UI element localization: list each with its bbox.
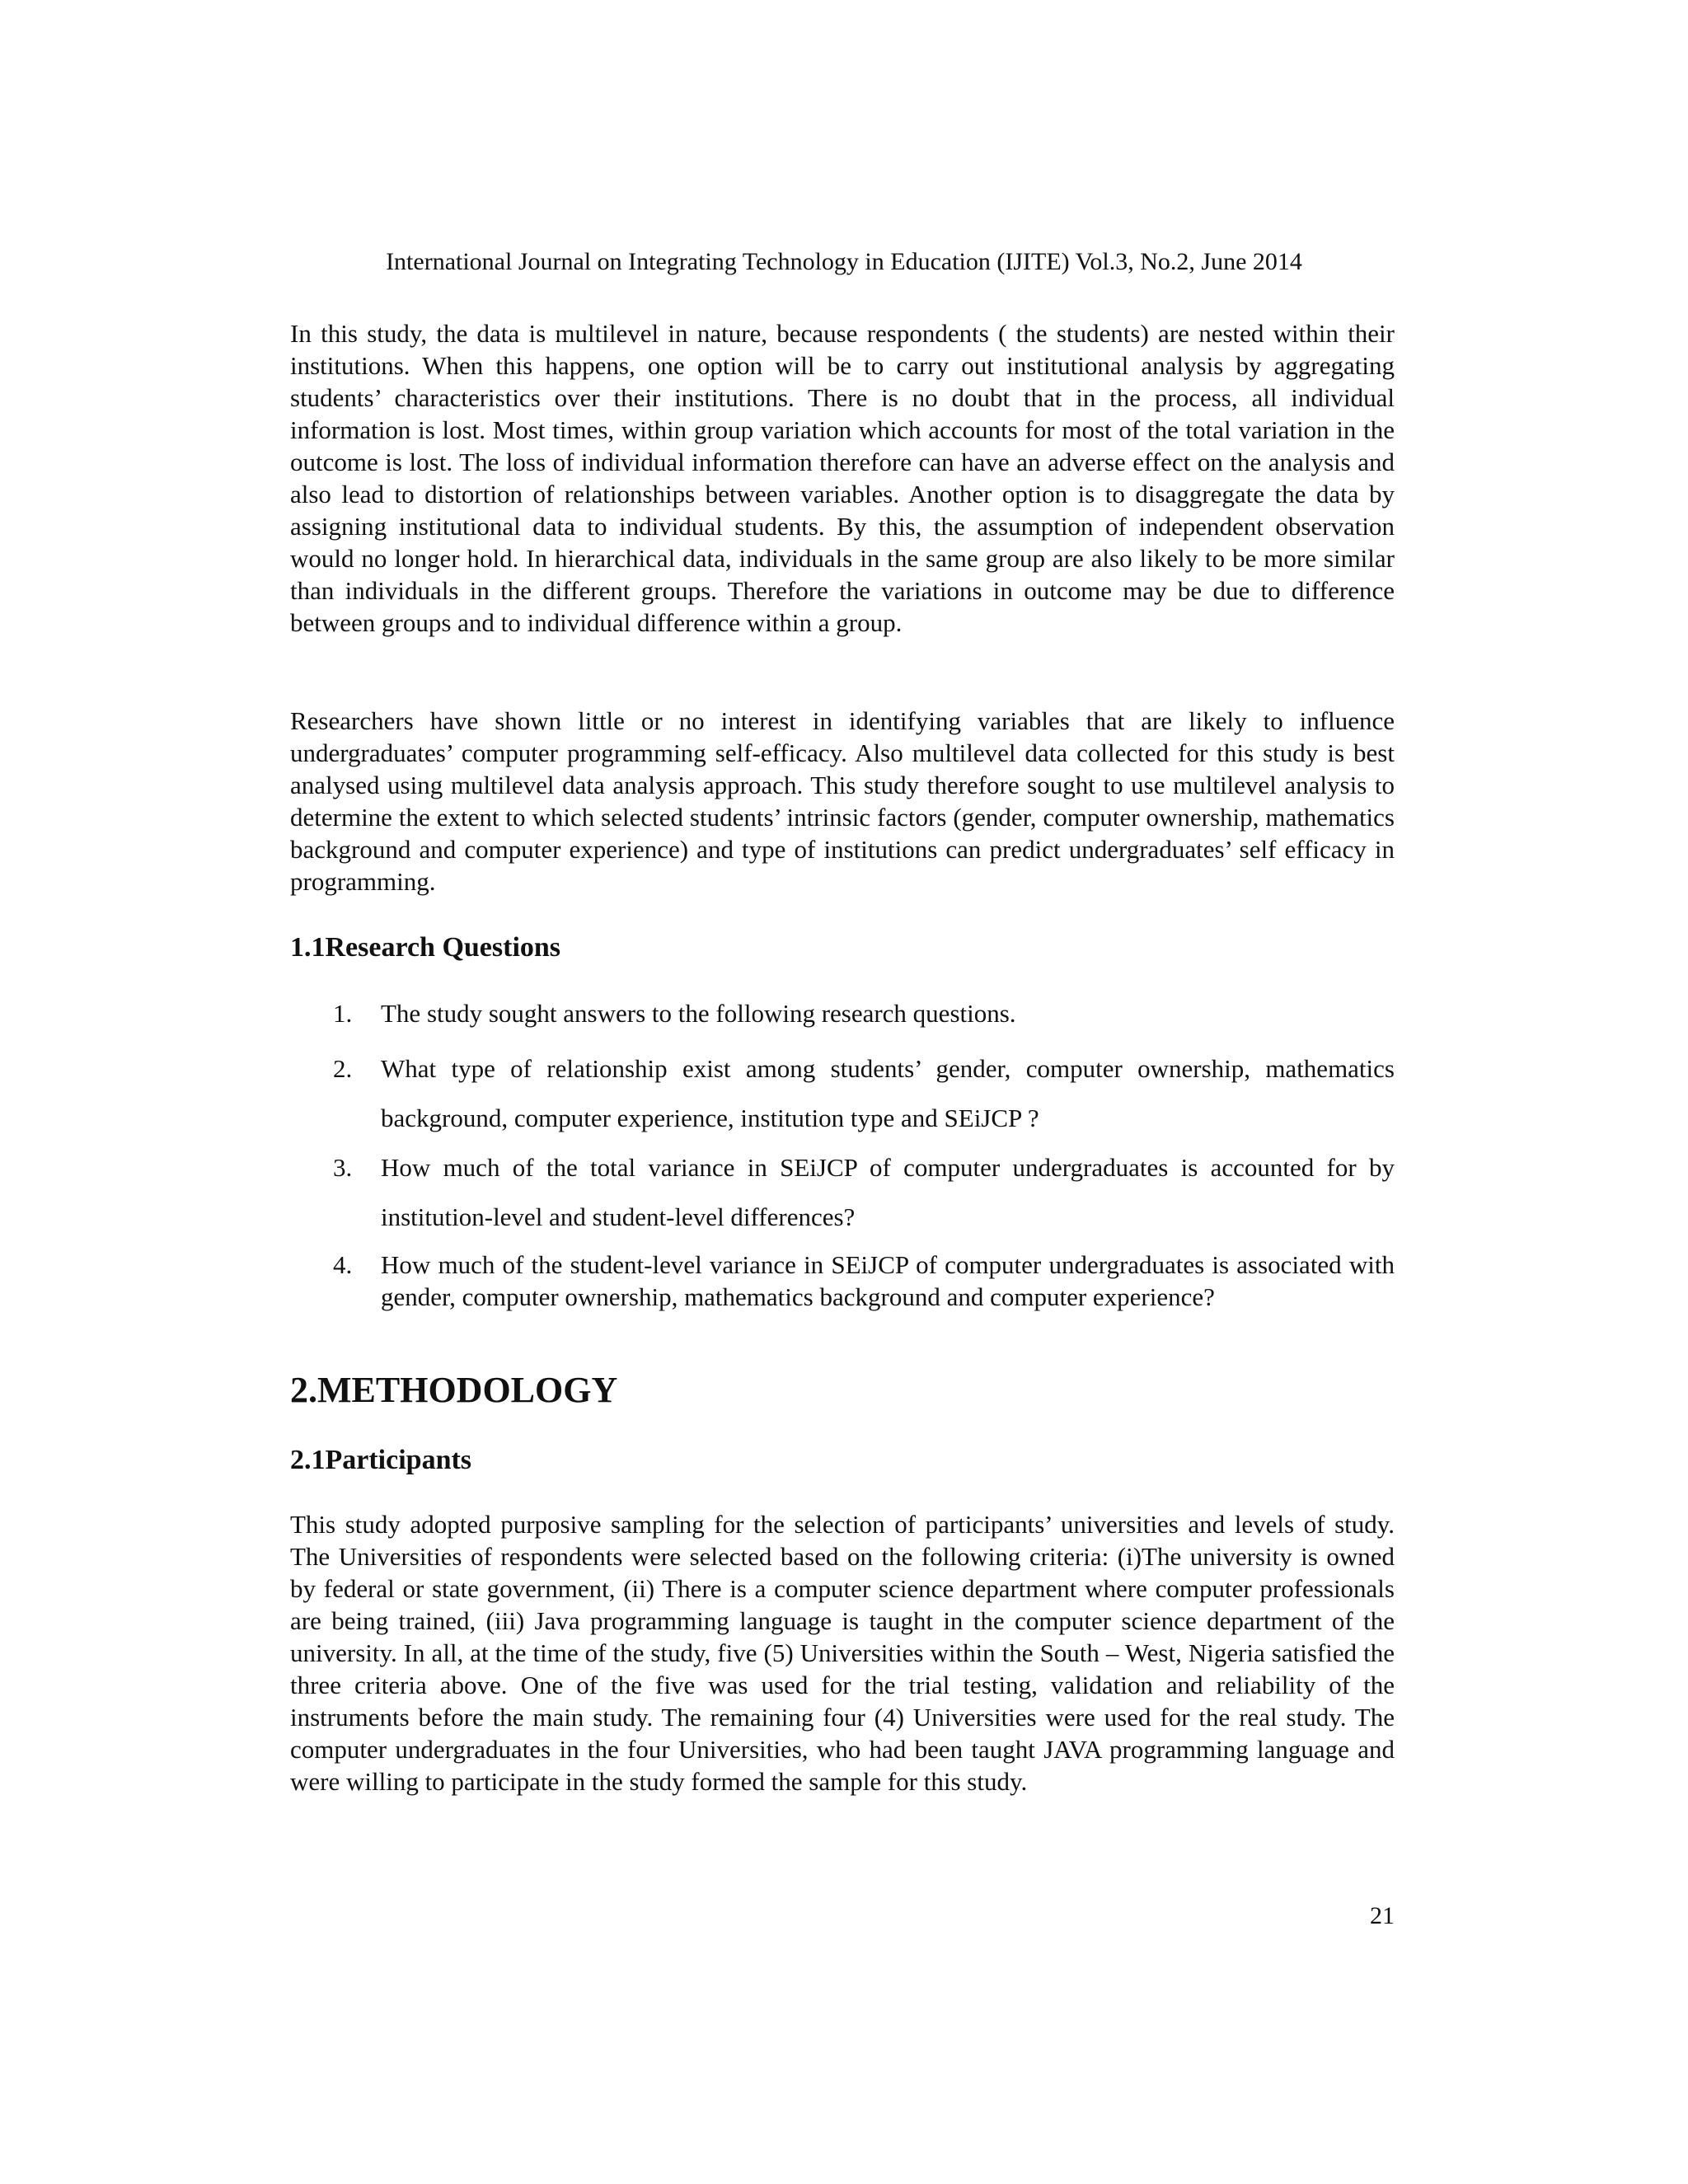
- list-item-text: The study sought answers to the following research questions.: [381, 999, 1016, 1028]
- list-item: [290, 1143, 1395, 1242]
- heading-research-questions: 1.1Research Questions: [290, 932, 561, 963]
- list-item: [290, 1044, 1395, 1143]
- list-item-number: 3.: [333, 1153, 353, 1182]
- list-item-text: How much of the total variance in SEiJCP of computer undergraduates is accounted for by institution-level and student-level differences?: [381, 1153, 1395, 1231]
- list-item-number: 2.: [333, 1054, 353, 1083]
- list-item: [290, 997, 1395, 1029]
- list-item: [290, 1249, 1395, 1313]
- research-questions-list: [290, 997, 1395, 1313]
- page-number: 21: [1370, 1902, 1395, 1929]
- paragraph-research-gap: Researchers have shown little or no interest in identifying variables that are likely to influence undergraduates’ computer programming self-efficacy. Also multilevel data collected for this study is best analysed using multilevel data analysis approach. This study therefore sought to use multilevel analysis to determine the extent to which selected students’ intrinsic factors (gender, computer ownership, mathematics background and computer experience) and type of institutions can predict undergraduates’ self efficacy in programming.: [290, 706, 1395, 896]
- list-item-text: What type of relationship exist among students’ gender, computer ownership, mathematics background, computer experience, institution type and SEiJCP ?: [381, 1054, 1395, 1132]
- heading-methodology: 2.METHODOLOGY: [290, 1370, 618, 1410]
- list-item-number: 1.: [333, 999, 353, 1028]
- heading-participants: 2.1Participants: [290, 1445, 472, 1475]
- paragraph-multilevel-data: In this study, the data is multilevel in nature, because respondents ( the students) are nested within their institutions. When this happens, one option will be to carry out institutional analysis by aggregating students’ characteristics over their institutions. There is no doubt that in the process, all individual information is lost. Most times, within group variation which accounts for most of the total variation in the outcome is lost. The loss of individual information therefore can have an adverse effect on the analysis and also lead to distortion of relationships between variables. Another option is to disaggregate the data by assigning institutional data to individual students. By this, the assumption of independent observation would no longer hold. In hierarchical data, individuals in the same group are also likely to be more similar than individuals in the different groups. Therefore the variations in outcome may be due to difference between groups and to individual difference within a group.: [290, 319, 1395, 637]
- list-item-text: How much of the student-level variance in SEiJCP of computer undergraduates is associated with gender, computer ownership, mathematics background and computer experience?: [381, 1250, 1395, 1311]
- running-header: International Journal on Integrating Technology in Education (IJITE) Vol.3, No.2, June 2014: [386, 248, 1302, 275]
- list-item-number: 4.: [333, 1250, 353, 1279]
- paragraph-participants: This study adopted purposive sampling for the selection of participants’ universities and levels of study. The Universities of respondents were selected based on the following criteria: (i)The university is owned by federal or state government, (ii) There is a computer science department where computer professionals are being trained, (iii) Java programming language is taught in the computer science department of the university. In all, at the time of the study, five (5) Universities within the South – West, Nigeria satisfied the three criteria above. One of the five was used for the trial testing, validation and reliability of the instruments before the main study. The remaining four (4) Universities were used for the real study. The computer undergraduates in the four Universities, who had been taught JAVA programming language and were willing to participate in the study formed the sample for this study.: [290, 1510, 1395, 1796]
